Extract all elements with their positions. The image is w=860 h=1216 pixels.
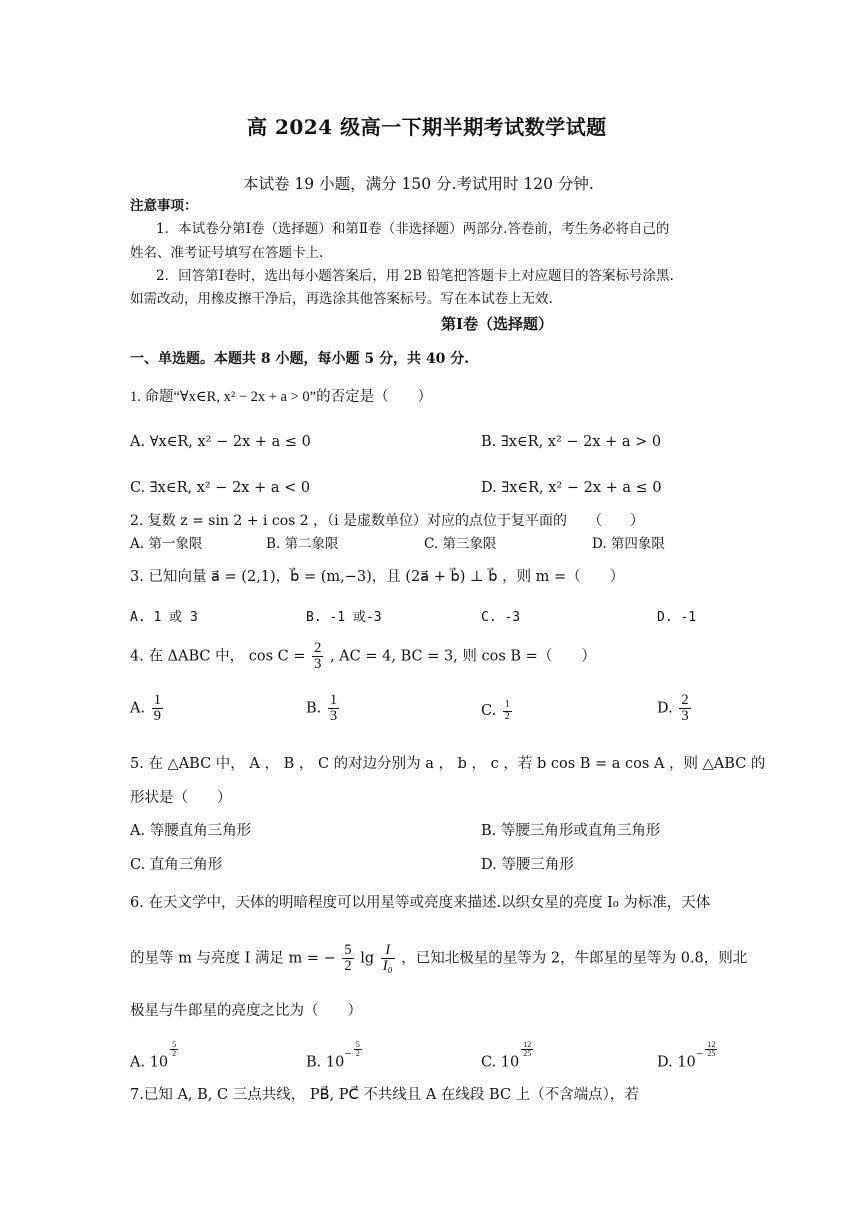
q6-line2-pre: 的星等 m 与亮度 I 满足 m = − [130,950,336,967]
q6-option-a [130,1041,180,1071]
part1-heading: 一、单选题。本题共 8 小题，每小题 5 分，共 40 分. [130,351,470,367]
q4-c-frac [503,700,512,722]
q4-a-num: 1 [153,692,161,708]
q4-a-frac [152,693,163,724]
q1-option-b: B. ∃x∈R, x² − 2x + a > 0 [481,434,662,450]
note-1-line-1: 1．本试卷分第Ⅰ卷（选择题）和第Ⅱ卷（非选择题）两部分.答卷前，考生务必将自己的 [156,221,670,237]
q6-d-label: D. [657,1054,673,1071]
q6-d-exp-num: 12 [707,1040,716,1049]
note-2-line-2: 如需改动，用橡皮擦干净后，再选涂其他答案标号。写在本试卷上无效. [130,291,553,307]
q4-cos-fraction [312,641,323,672]
q5-option-d: D. 等腰三角形 [481,857,574,873]
q6-option-b [306,1041,364,1071]
q6-stem-line-1: 6. 在天文学中，天体的明暗程度可以用星等或亮度来描述.以织女星的亮度 I₀ 为标准，天体 [130,895,711,911]
exam-subtitle: 本试卷 19 小题，满分 150 分.考试用时 120 分钟. [243,175,594,193]
q4-d-frac [679,693,690,724]
q3-option-b: B. -1 或-3 [306,610,382,625]
q6-c-exp [521,1041,533,1059]
q6-stem-line-3: 极星与牛郎星的亮度之比为（ ） [130,1003,362,1019]
q6-f1-num: 5 [344,942,352,958]
q1-stem: 1. 命题“∀x∈R, x² − 2x + a > 0”的否定是（ ） [130,389,433,405]
q5-option-a: A. 等腰直角三角形 [130,823,252,839]
q4-frac-den: 3 [314,656,322,673]
q4-c-den: 2 [504,710,510,722]
q5-option-b: B. 等腰三角形或直角三角形 [481,823,661,839]
q6-frac-i-i0 [381,943,395,974]
q2-option-b: B. 第二象限 [266,536,339,552]
q6-b-exp-den: 2 [355,1049,360,1059]
q6-line2-post: ，已知北极星的星等为 2，牛郎星的星等为 0.8，则北 [401,950,748,967]
q6-frac-5-2 [342,943,353,974]
q6-d-exp-sign: − [695,1049,704,1060]
q6-stem-line-2 [130,943,747,974]
q2-option-a: A. 第一象限 [130,536,203,552]
q3-option-d: D. -1 [657,610,697,625]
q6-c-base: 10 [500,1054,520,1071]
q6-a-exp-num: 5 [172,1040,177,1049]
q6-f1-den: 2 [344,958,352,975]
q4-c-label: C. [481,703,497,719]
q6-d-exp-den: 25 [707,1049,716,1059]
q2-option-d: D. 第四象限 [592,536,665,552]
q6-b-exp-num: 5 [355,1040,360,1049]
q6-b-base: 10 [325,1054,345,1071]
q6-d-base: 10 [677,1054,696,1071]
q4-option-d [657,693,693,724]
q6-c-exp-den: 25 [523,1049,532,1059]
q6-a-base: 10 [149,1054,169,1071]
q4-option-b [306,693,341,724]
q4-a-label: A. [130,700,146,717]
q2-stem: 2. 复数 z = sin 2 + i cos 2 ，（i 是虚数单位）对应的点位于复平面的 （ ） [130,513,645,529]
q4-b-label: B. [306,700,322,717]
q4-a-den: 9 [153,708,161,725]
q2-option-c: C. 第三象限 [424,536,497,552]
q4-b-frac [328,693,339,724]
q6-f2-num: I [381,943,395,959]
q6-option-d [657,1041,719,1071]
q4-stem [130,641,596,672]
q4-b-den: 3 [329,708,338,725]
q7-stem: 7.已知 A, B, C 三点共线， PB⃗, PC⃗ 不共线且 A 在线段 BC 上（不含端点），若 [130,1087,639,1103]
q4-stem-post: , AC = 4, BC = 3, 则 cos B =（ ） [329,648,596,665]
q4-stem-pre: 4. 在 ΔABC 中， cos C = [130,648,306,665]
note-1-line-2: 姓名、准考证号填写在答题卡上. [130,245,324,261]
q4-option-a [130,693,165,724]
q6-c-exp-num: 12 [523,1040,532,1049]
q1-option-d: D. ∃x∈R, x² − 2x + a ≤ 0 [481,480,662,496]
q3-stem: 3. 已知向量 a⃗ = (2,1)，b⃗ = (m,−3)，且 (2a⃗ + b⃗) ⊥ b⃗ ，则 m =（ ） [130,569,625,585]
q6-b-label: B. [306,1054,322,1071]
note-2-line-1: 2．回答第Ⅰ卷时，选出每小题答案后，用 2B 铅笔把答题卡上对应题目的答案标号涂黑. [156,268,674,284]
q5-stem-line-2: 形状是（ ） [130,790,232,806]
q6-f2-den: I₀ [382,958,393,975]
notes-label: 注意事项： [130,198,198,214]
q4-d-label: D. [657,700,673,717]
q6-a-label: A. [130,1054,146,1071]
q6-lg: lg [360,950,375,967]
q4-c-num: 1 [504,699,510,710]
q5-stem-line-1: 5. 在 △ABC 中， A ， B ， C 的对边分别为 a ， b ， c ，若 b cos B = a cos A ，则 △ABC 的 [130,756,766,772]
q6-b-exp-sign: − [344,1049,352,1060]
q1-option-c: C. ∃x∈R, x² − 2x + a < 0 [130,480,311,496]
section-title: 第Ⅰ卷（选择题） [441,315,554,333]
q4-option-c [481,700,514,722]
q6-option-c [481,1041,535,1071]
q4-d-den: 3 [681,708,689,725]
q3-option-a: A. 1 或 3 [130,610,198,625]
q6-c-label: C. [481,1054,497,1071]
q4-b-num: 1 [329,692,338,708]
q3-option-c: C. -3 [481,610,521,625]
q4-frac-num: 2 [314,640,322,656]
exam-title: 高 2024 级高一下期半期考试数学试题 [247,115,607,139]
q6-a-exp [170,1041,178,1059]
q6-d-exp [705,1041,717,1059]
q5-option-c: C. 直角三角形 [130,857,223,873]
q1-option-a: A. ∀x∈R, x² − 2x + a ≤ 0 [130,434,311,450]
q4-d-num: 2 [681,692,689,708]
q6-a-exp-den: 2 [172,1049,177,1059]
q6-b-exp [354,1041,362,1059]
